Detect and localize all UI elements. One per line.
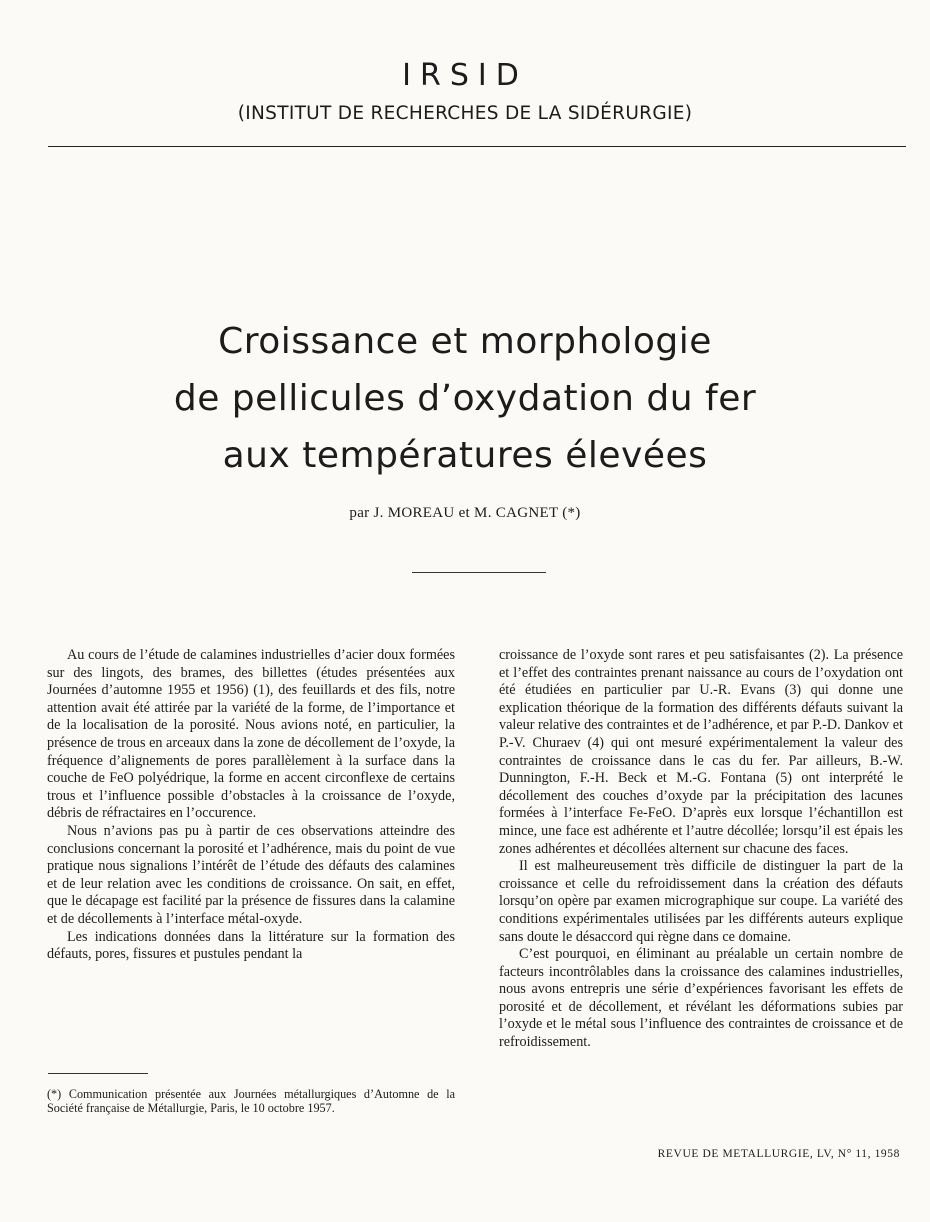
header-rule	[48, 146, 906, 147]
paragraph: Les indications données dans la littérature sur la formation des défauts, pores, fissures et pustules pendant la	[47, 928, 455, 963]
org-acronym: IRSID	[402, 58, 528, 93]
body-column-left	[47, 647, 455, 964]
paragraph: Au cours de l’étude de calamines industrielles d’acier doux formées sur des lingots, des brames, des billettes (études présentées aux Journées d’automne 1955 et 1956) (1), des feuillards et des fils, notre attention avait été attirée par la variété de la forme, de l’importance et de la localisation de la porosité. Nous avions noté, en particulier, la présence de trous en arceaux dans la zone de décollement de l’oxyde, la fréquence d’alignements de pores parallèlement à la surface dans la couche de FeO polyédrique, la forme en accent circonflexe de certains trous et l’influence possible d’obstacles à la croissance de l’oxyde, débris de réfractaires en l’occurence.	[47, 647, 455, 822]
paragraph: Il est malheureusement très difficile de distinguer la part de la croissance et celle du refroidissement dans la création des défauts lorsqu’on opère par examen micrographique sur coupe. La variété des conditions expérimentales utilisées par les différents auteurs explique sans doute le désaccord qui règne dans ce domaine.	[499, 858, 903, 945]
title-line-3: aux températures élevées	[222, 435, 708, 476]
journal-header	[0, 58, 930, 126]
org-full-name: (INSTITUT DE RECHERCHES DE LA SIDÉRURGIE)	[237, 103, 693, 124]
journal-footer: REVUE DE METALLURGIE, LV, N° 11, 1958	[657, 1148, 900, 1160]
paragraph: croissance de l’oxyde sont rares et peu satisfaisantes (2). La présence et l’effet des contraintes prenant naissance au cours de l’oxydation ont été étudiées en particulier par U.-R. Evans (3) qui donne une explication théorique de la formation des différents défauts suivant la valeur relative des contraintes et de l’adhérence, et par P.-D. Dankov et P.-V. Churaev (4) qui ont mesuré expérimentalement la valeur des contraintes de croissance dans le cas du fer. Par ailleurs, B.-W. Dunnington, F.-H. Beck et M.-G. Fontana (5) ont interprété le décollement des couches d’oxyde par la précipitation des lacunes formées à l’interface Fe-FeO. D’après eux lorsque l’échantillon est mince, une face est adhérente et l’autre décollée; lorsqu’il est épais les zones adhérentes et décollées alternent sur chacune des faces.	[499, 647, 903, 857]
title-separator	[412, 572, 546, 573]
author-byline: par J. MOREAU et M. CAGNET (*)	[349, 505, 581, 521]
paragraph: Nous n’avions pas pu à partir de ces observations atteindre des conclusions concernant la porosité et l’adhérence, mais du point de vue pratique nous signalions l’intérêt de l’étude des défauts des calamines et de leur relation avec les conditions de croissance. On sait, en effet, que le décapage est facilité par la présence de fissures dans la calamine et de décollements à l’interface métal-oxyde.	[47, 822, 455, 927]
footnote-rule	[48, 1073, 148, 1074]
article-title	[0, 313, 930, 484]
paragraph: C’est pourquoi, en éliminant au préalable un certain nombre de facteurs incontrôlables dans la croissance des calamines industrielles, nous avons entrepris une série d’expériences favorisant les effets de porosité et de décollement, et révélant les déformations subies par l’oxyde et le métal sous l’influence des contraintes de croissance et de refroidissement.	[499, 946, 903, 1051]
footnote: (*) Communication présentée aux Journées métallurgiques d’Automne de la Société française de Métallurgie, Paris, le 10 octobre 1957.	[47, 1087, 455, 1115]
title-line-2: de pellicules d’oxydation du fer	[173, 378, 757, 419]
title-line-1: Croissance et morphologie	[218, 321, 712, 362]
body-column-right	[499, 647, 903, 1052]
